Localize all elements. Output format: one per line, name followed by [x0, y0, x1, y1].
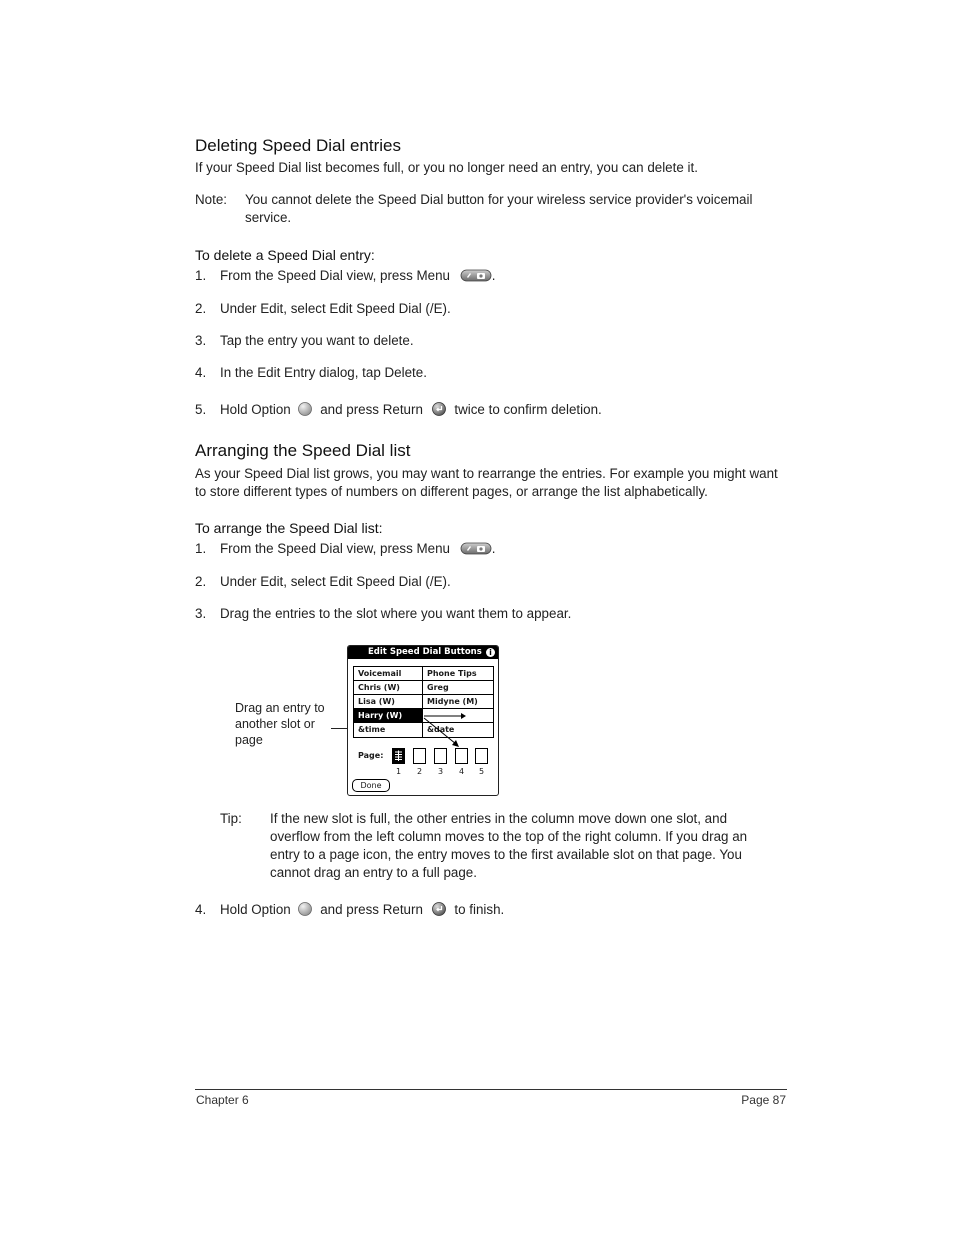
screen-title: Edit Speed Dial Buttons [368, 647, 482, 657]
delete-step-3 [195, 332, 414, 350]
tip-text: If the new slot is full, the other entries in the column move down one slot, and overflow from the left column moves to the top of the right column. If you drag an entry to a page icon, the entry moves to the first available slot on that page. You cannot drag an entry to a full page. [270, 811, 748, 880]
section-heading-deleting: Deleting Speed Dial entries [195, 136, 402, 155]
page-number: 3 [437, 767, 444, 776]
return-button-icon [431, 901, 447, 917]
procedure-title-arrange: To arrange the Speed Dial list: [195, 520, 383, 536]
delete-step-1 [195, 267, 495, 285]
note-label: Note: [195, 192, 228, 207]
section-intro-arranging: As your Speed Dial list grows, you may want to rearrange the entries. For example you might want to store different types of numbers on different pages, or arrange the list alphabetically. [195, 466, 778, 499]
step-text: From the Speed Dial view, press Menu [220, 541, 450, 556]
speed-dial-slot[interactable]: Phone Tips [423, 667, 493, 681]
step-text: Under Edit, select Edit Speed Dial (/E). [220, 574, 451, 589]
footer-chapter: Chapter 6 [196, 1093, 249, 1107]
return-button-icon [431, 401, 447, 417]
step-text: to finish. [454, 902, 505, 917]
option-button-icon [297, 401, 313, 417]
step-number: 2. [195, 574, 207, 589]
speed-dial-slot[interactable]: Greg [423, 681, 493, 695]
step-text: and press Return [320, 902, 423, 917]
step-number: 3. [195, 333, 207, 348]
page-3-icon[interactable] [434, 748, 447, 764]
section-heading-arranging: Arranging the Speed Dial list [195, 441, 411, 460]
step-text: Hold Option [220, 402, 291, 417]
step-number: 1. [195, 268, 207, 283]
speed-dial-slot-selected[interactable]: Harry (W) [354, 709, 423, 723]
page-number: 4 [458, 767, 465, 776]
step-text: In the Edit Entry dialog, tap Delete. [220, 365, 427, 380]
page-4-icon[interactable] [455, 748, 468, 764]
step-text: Drag the entries to the slot where you want them to appear. [220, 606, 572, 621]
step-text-after: . [491, 268, 496, 283]
footer-page-number: Page 87 [741, 1093, 786, 1107]
delete-step-2 [195, 300, 451, 318]
menu-button-icon [460, 542, 492, 555]
step-number: 3. [195, 606, 207, 621]
page-1-icon[interactable] [392, 748, 405, 764]
step-text: twice to confirm deletion. [454, 402, 602, 417]
arrange-step-2 [195, 573, 451, 591]
step-number: 1. [195, 541, 207, 556]
step-text-after: . [491, 541, 496, 556]
delete-step-4 [195, 364, 427, 382]
step-text: Hold Option [220, 902, 291, 917]
step-text: and press Return [320, 402, 423, 417]
section-intro-deleting: If your Speed Dial list becomes full, or you no longer need an entry, you can delete it. [195, 160, 698, 175]
step-number: 4. [195, 902, 207, 917]
page-5-icon[interactable] [475, 748, 488, 764]
step-text: Under Edit, select Edit Speed Dial (/E). [220, 301, 451, 316]
speed-dial-slot[interactable]: &time [354, 723, 423, 737]
speed-dial-slot[interactable]: Chris (W) [354, 681, 423, 695]
info-icon[interactable]: i [486, 648, 495, 657]
drag-callout-text: Drag an entry to another slot or page [235, 701, 325, 747]
delete-step-5 [195, 401, 602, 419]
step-number: 2. [195, 301, 207, 316]
arrange-step-3 [195, 605, 571, 623]
option-button-icon [297, 901, 313, 917]
procedure-title-delete: To delete a Speed Dial entry: [195, 247, 375, 263]
done-button[interactable]: Done [352, 779, 390, 792]
page-number: 1 [395, 767, 402, 776]
step-text: From the Speed Dial view, press Menu [220, 268, 450, 283]
footer-rule [195, 1089, 787, 1090]
speed-dial-slot[interactable]: &date [427, 725, 455, 734]
tip-label: Tip: [220, 811, 242, 826]
page-2-icon[interactable] [413, 748, 426, 764]
arrange-step-4 [195, 901, 504, 919]
page-number: 5 [478, 767, 485, 776]
note-text: You cannot delete the Speed Dial button for your wireless service provider's voicemail service. [245, 192, 753, 225]
page-number: 2 [416, 767, 423, 776]
step-number: 4. [195, 365, 207, 380]
edit-speed-dial-screen [347, 645, 499, 796]
speed-dial-slot[interactable]: Lisa (W) [354, 695, 423, 709]
arrange-step-1 [195, 540, 495, 558]
step-text: Tap the entry you want to delete. [220, 333, 414, 348]
speed-dial-slot[interactable]: Voicemail [354, 667, 423, 681]
page-label: Page: [358, 751, 384, 760]
menu-button-icon [460, 269, 492, 282]
speed-dial-slot[interactable]: Midyne (M) [423, 695, 493, 709]
step-number: 5. [195, 402, 207, 417]
